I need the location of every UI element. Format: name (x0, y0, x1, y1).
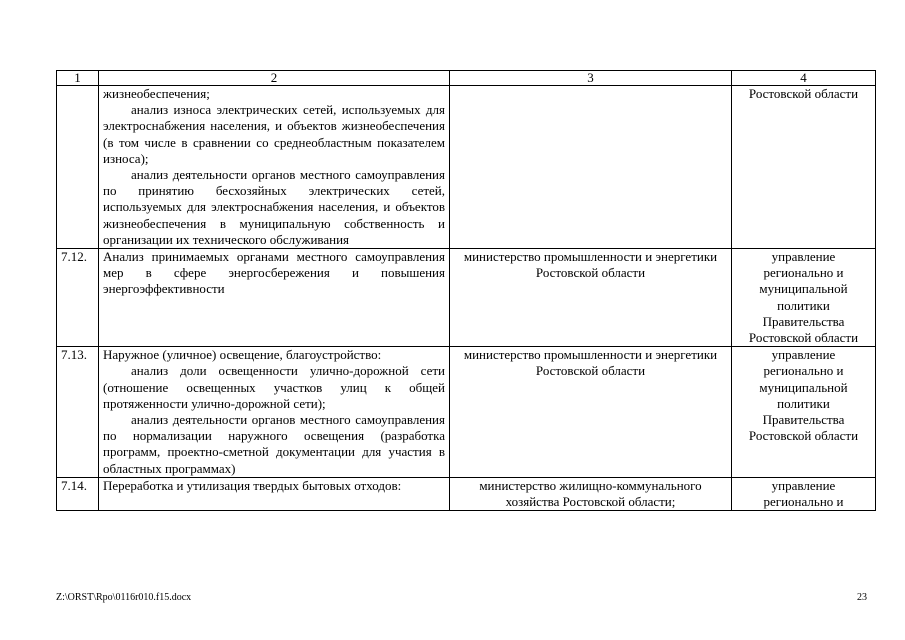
responsible-cell: министерство промышленности и энергетики Ростовской области (450, 249, 732, 347)
document-table (56, 70, 876, 511)
description-cell (99, 249, 450, 347)
footer-file-path: Z:\ORST\Rpo\0116r010.f15.docx (56, 592, 192, 603)
table-row (57, 477, 876, 510)
responsible-cell: министерство промышленности и энергетики Ростовской области (450, 347, 732, 478)
description-paragraph: Наружное (уличное) освещение, благоустройство: (103, 347, 382, 363)
description-cell (99, 86, 450, 249)
page-number: 23 (857, 592, 867, 603)
header-cell: 1 (57, 71, 99, 86)
description-paragraph: анализ доли освещенности улично-дорожной сети (отношение освещенных участков улиц к общей протяженности улично-дорожной сети); (103, 363, 445, 411)
coexecutor-cell: Ростовской области (732, 86, 876, 249)
table-row (57, 347, 876, 478)
description-paragraph: анализ деятельности органов местного самоуправления по нормализации наружного освещения (разработка программ, проектно-сметной документации для участия в областных программах) (103, 412, 445, 476)
row-number (57, 86, 99, 249)
row-number: 7.12. (57, 249, 99, 347)
coexecutor-cell: управление регионально и муниципальной политики Правительства Ростовской области (732, 249, 876, 347)
header-cell: 3 (450, 71, 732, 86)
coexecutor-cell: управление регионально и (732, 477, 876, 510)
table-row (57, 86, 876, 249)
row-number: 7.13. (57, 347, 99, 478)
description-paragraph: анализ деятельности органов местного самоуправления по принятию бесхозяйных электрических сетей, используемых для электроснабжения населения, и объектов жизнеобеспечения в муниципальную собственность и организации их технического обслуживания (103, 167, 445, 247)
description-paragraph: Переработка и утилизация твердых бытовых отходов: (103, 477, 402, 493)
description-cell (99, 477, 450, 510)
table-header-row (57, 71, 876, 86)
description-paragraph: жизнеобеспечения; (103, 86, 210, 101)
table-row (57, 249, 876, 347)
row-number: 7.14. (57, 477, 99, 510)
description-paragraph: Анализ принимаемых органами местного самоуправления мер в сфере энергосбережения и повышения энергоэффективности (103, 249, 445, 297)
description-cell (99, 347, 450, 478)
responsible-cell: министерство жилищно-коммунального хозяйства Ростовской области; (450, 477, 732, 510)
responsible-cell (450, 86, 732, 249)
description-paragraph: анализ износа электрических сетей, используемых для электроснабжения населения, и объектов жизнеобеспечения (в том числе в сравнении со среднеобластным показателем износа); (103, 102, 445, 166)
header-cell: 2 (99, 71, 450, 86)
coexecutor-cell: управление регионально и муниципальной политики Правительства Ростовской области (732, 347, 876, 478)
header-cell: 4 (732, 71, 876, 86)
